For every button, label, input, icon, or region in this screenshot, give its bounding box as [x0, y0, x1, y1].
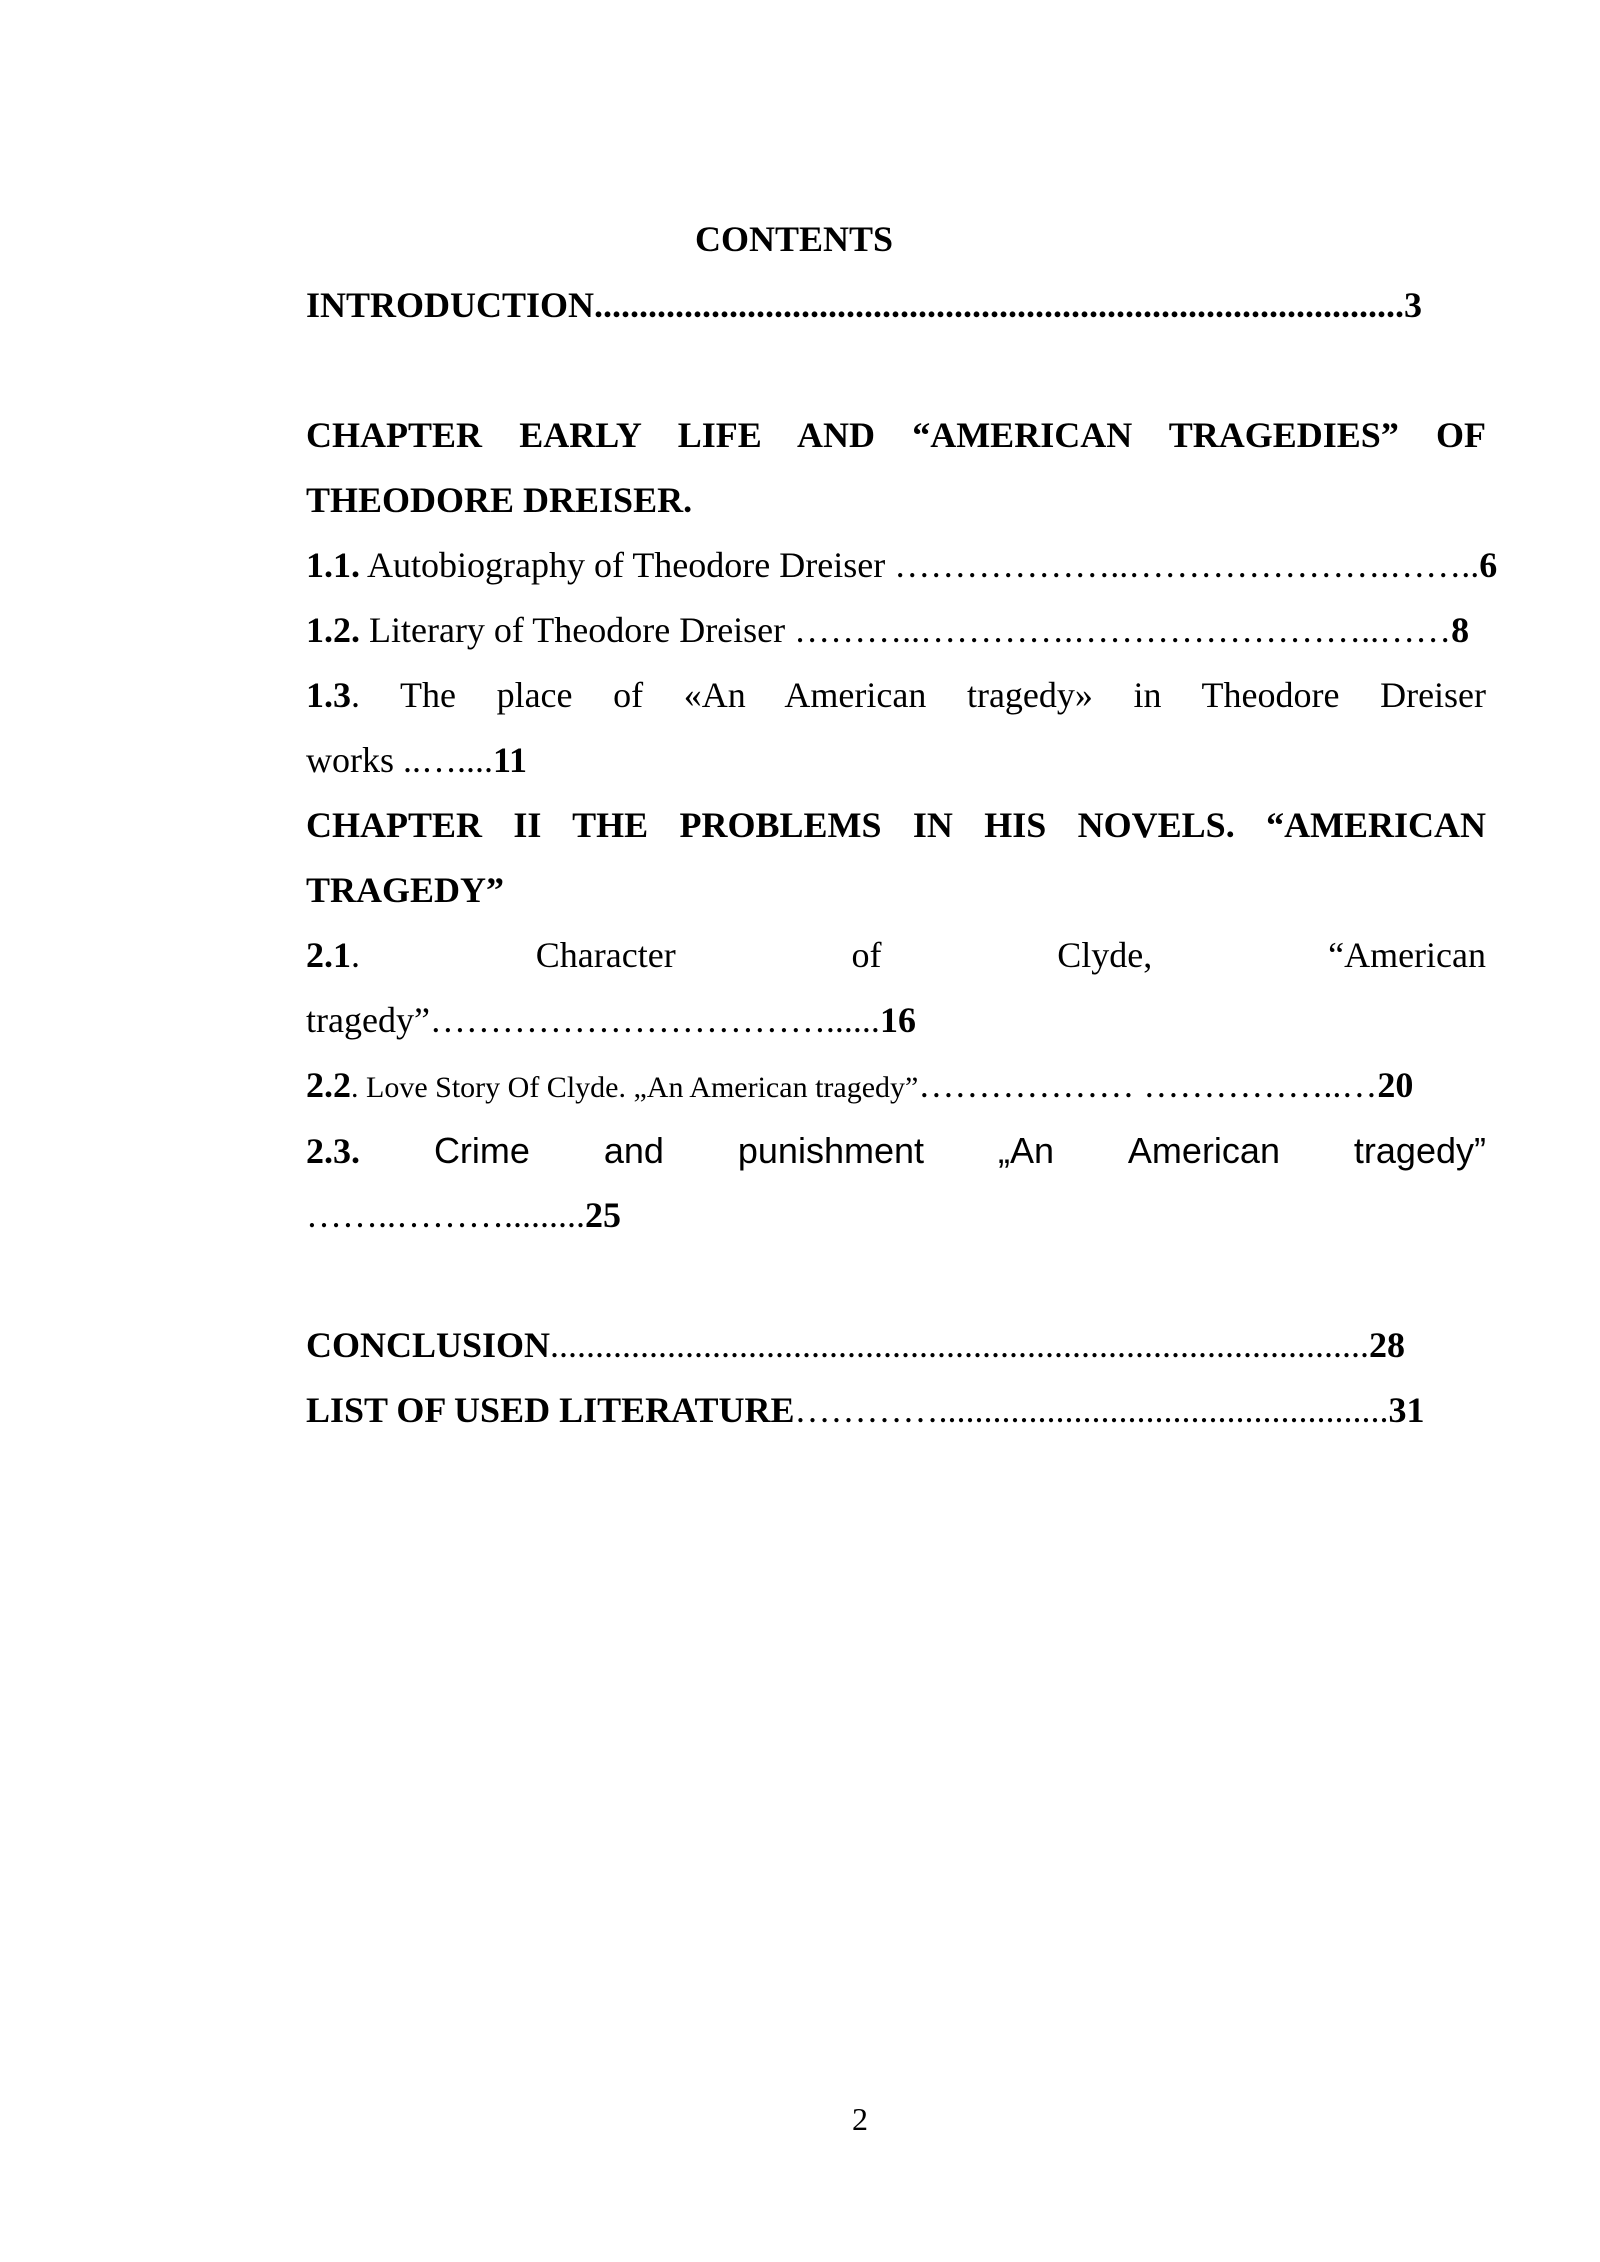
toc-entry-literature[interactable]: [306, 1378, 1486, 1443]
toc-word: punishment: [737, 1130, 925, 1171]
toc-page: 11: [493, 740, 528, 780]
toc-page: 28: [1369, 1325, 1406, 1365]
toc-leader: ...........................................................................................: [550, 1325, 1370, 1365]
toc-word: American: [784, 675, 927, 715]
toc-page: 16: [879, 1000, 916, 1040]
toc-word: Crime: [433, 1130, 530, 1171]
toc-label: tragedy”……………………………......: [306, 1000, 880, 1040]
chapter2-heading-line2: TRAGEDY”: [306, 870, 505, 910]
toc-label: Literary of Theodore Dreiser: [360, 610, 795, 650]
toc-word: tragedy”: [1353, 1130, 1486, 1171]
toc-word: American: [1127, 1130, 1280, 1171]
toc-word: Character: [535, 935, 676, 975]
heading-word: PROBLEMS: [679, 805, 882, 845]
toc-entry-2-3-line1[interactable]: [306, 1118, 1486, 1184]
heading-word: HIS: [984, 805, 1047, 845]
heading-word: “AMERICAN: [912, 415, 1133, 455]
toc-entry-2-2[interactable]: [306, 1053, 1486, 1120]
toc-leader: ……………… ……………..…: [918, 1065, 1378, 1105]
toc-label: works ..…....: [306, 740, 493, 780]
heading-word: OF: [1436, 415, 1486, 455]
chapter2-heading-line1[interactable]: [306, 793, 1486, 858]
toc-label: LIST OF USED LITERATURE: [306, 1390, 795, 1430]
heading-word: “AMERICAN: [1266, 805, 1487, 845]
chapter1-heading-line1[interactable]: [306, 403, 1486, 468]
toc-leader: ………………..………………….……..: [894, 545, 1480, 585]
toc-label: CONCLUSION: [306, 1325, 551, 1365]
toc-entry-2-1-line2[interactable]: [306, 988, 1486, 1053]
toc-word: “American: [1328, 935, 1486, 975]
toc-word: „An: [997, 1130, 1054, 1171]
contents-title: CONTENTS: [694, 219, 894, 259]
chapter1-heading-line2: THEODORE DREISER.: [306, 480, 693, 520]
toc-word: tragedy»: [966, 675, 1093, 715]
toc-word: .: [351, 935, 360, 975]
section-number: 1.3: [306, 675, 351, 715]
toc-word: of: [613, 675, 644, 715]
toc-page: 31: [1388, 1390, 1425, 1430]
toc-entry-1-3-line2[interactable]: [306, 728, 1486, 793]
heading-word: CHAPTER II: [306, 805, 542, 845]
section-number: 2.3.: [306, 1131, 360, 1171]
toc-word: The: [399, 675, 456, 715]
section-number: 1.2.: [306, 610, 360, 650]
toc-label: Autobiography of Theodore Dreiser: [360, 545, 895, 585]
toc-entry-2-3-line2[interactable]: [306, 1183, 1486, 1248]
page-number: 2: [852, 2101, 868, 2137]
toc-entry-1-3-line1[interactable]: [306, 663, 1486, 728]
heading-word: IN: [912, 805, 953, 845]
toc-page: 8: [1451, 610, 1470, 650]
toc-word: .: [351, 675, 360, 715]
heading-word: TRAGEDIES”: [1168, 415, 1399, 455]
toc-leader: …………..................................................: [794, 1390, 1389, 1430]
toc-entry-1-1[interactable]: [306, 533, 1498, 598]
section-number: 2.2: [306, 1065, 351, 1105]
heading-word: CHAPTER: [306, 415, 483, 455]
toc-entry-2-1-line1[interactable]: [306, 923, 1486, 988]
toc-page: 25: [585, 1195, 621, 1235]
heading-word: THE: [572, 805, 649, 845]
toc-leader: ………..………….……………………..……: [794, 610, 1452, 650]
heading-word: EARLY: [519, 415, 641, 455]
toc-word: «An: [683, 675, 746, 715]
section-number: 1.1.: [306, 545, 360, 585]
toc-leader: ……..……….........: [306, 1195, 585, 1235]
heading-word: NOVELS.: [1077, 805, 1235, 845]
section-number: 2.1: [306, 935, 351, 975]
toc-leader: ..........................................................................................: [594, 285, 1405, 325]
toc-page: 3: [1404, 285, 1423, 325]
toc-word: in: [1133, 675, 1162, 715]
toc-word: Clyde,: [1057, 935, 1153, 975]
toc-entry-1-2[interactable]: [306, 598, 1486, 663]
toc-word: place: [496, 675, 573, 715]
toc-label: . Love Story Of Clyde. „An American tragedy”: [351, 1071, 919, 1104]
toc-word: Dreiser: [1380, 675, 1487, 715]
toc-entry-conclusion[interactable]: [306, 1313, 1486, 1378]
toc-page: 6: [1479, 545, 1498, 585]
heading-word: LIFE: [677, 415, 762, 455]
toc-word: Theodore: [1201, 675, 1340, 715]
toc-word: of: [851, 935, 882, 975]
toc-page: 20: [1377, 1065, 1414, 1105]
heading-word: AND: [797, 415, 876, 455]
toc-label: INTRODUCTION: [306, 285, 595, 325]
toc-entry-introduction[interactable]: [306, 273, 1486, 338]
toc-word: and: [603, 1130, 664, 1171]
